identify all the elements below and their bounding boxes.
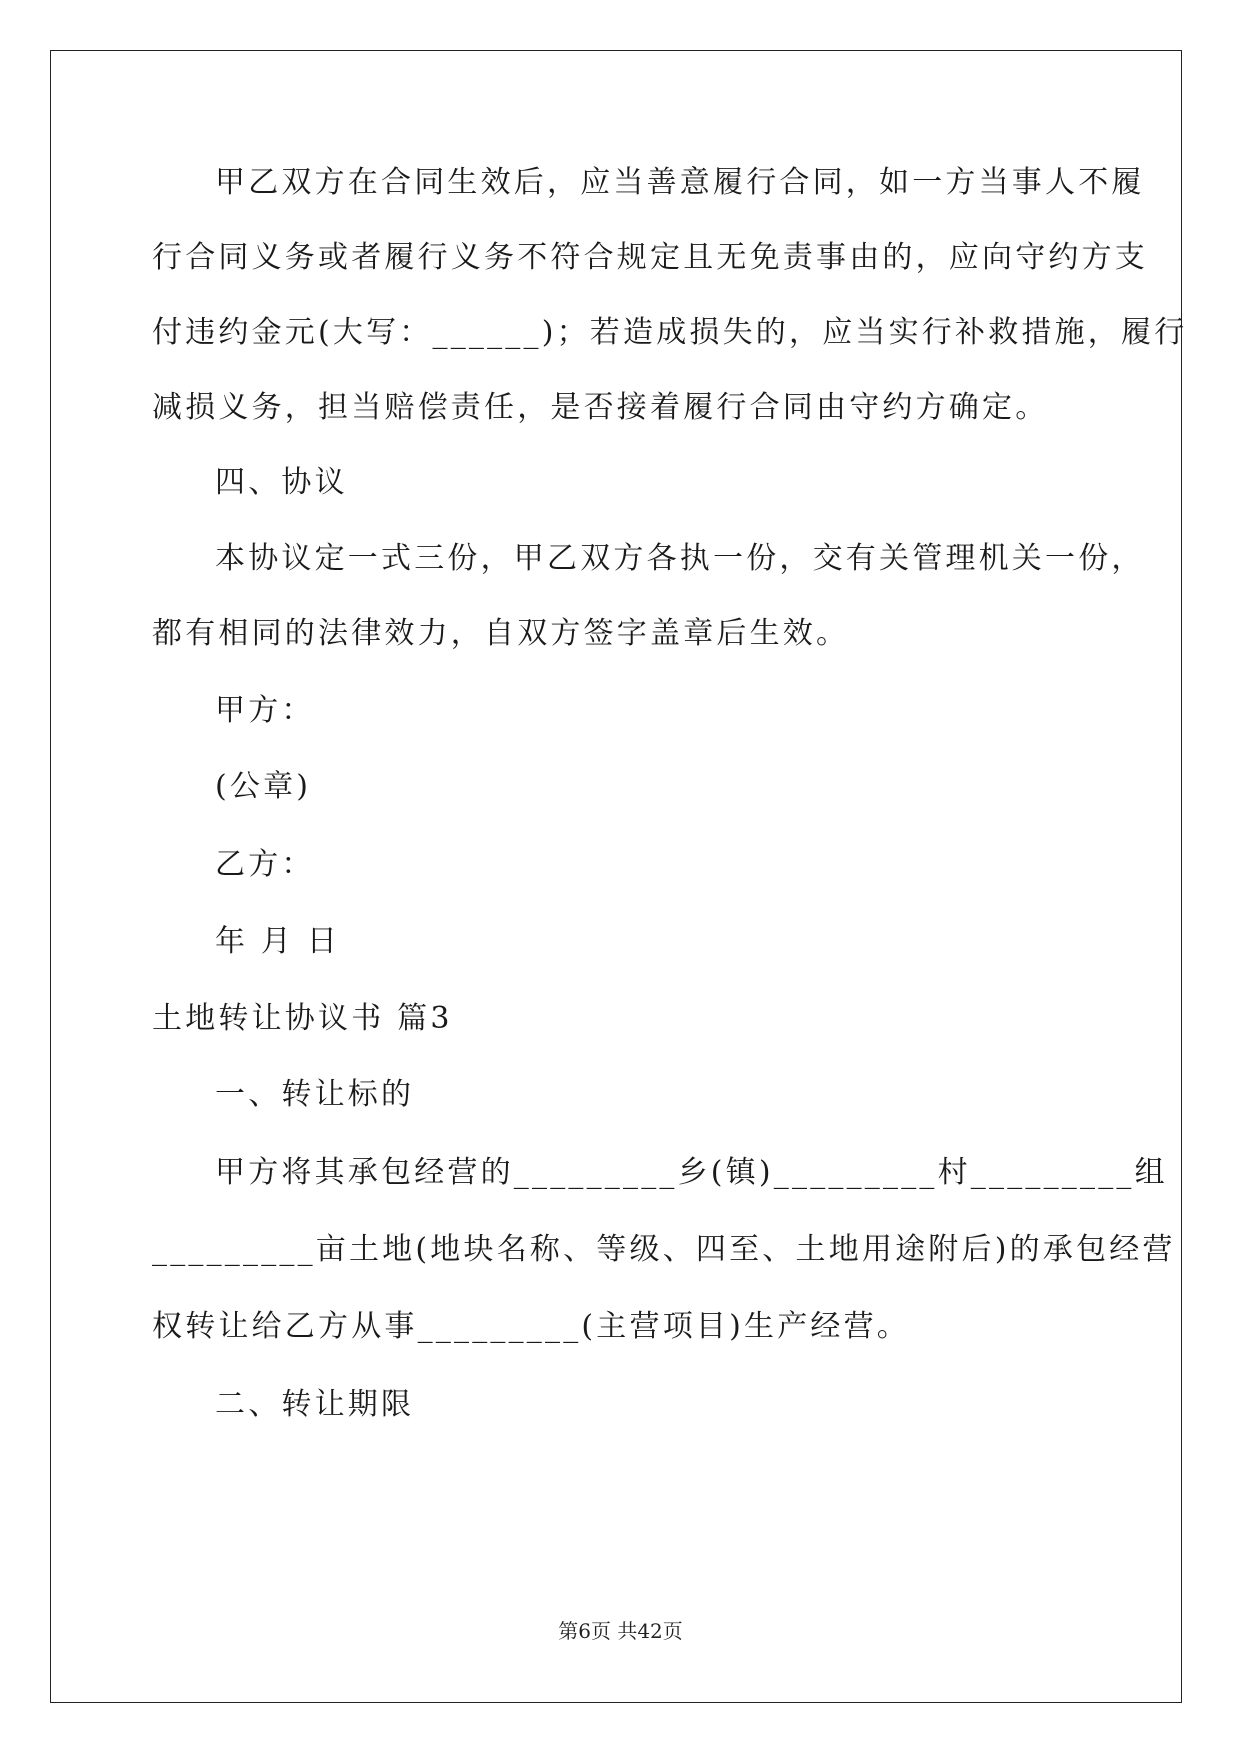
seal-label: (公章) bbox=[215, 769, 312, 804]
party-b-label: 乙方： bbox=[215, 847, 315, 882]
section-heading: 一、转让标的 bbox=[215, 1077, 415, 1112]
section-title: 土地转让协议书 篇3 bbox=[152, 1001, 453, 1036]
paragraph-line: 甲乙双方在合同生效后，应当善意履行合同，如一方当事人不履 bbox=[215, 165, 1145, 200]
paragraph-line: 权转让给乙方从事_________(主营项目)生产经营。 bbox=[152, 1309, 911, 1344]
paragraph-line: 减损义务，担当赔偿责任，是否接着履行合同由守约方确定。 bbox=[152, 390, 1049, 425]
paragraph-line: 付违约金元(大写：______)；若造成损失的，应当实行补救措施，履行 bbox=[152, 315, 1188, 350]
party-a-label: 甲方： bbox=[215, 693, 315, 728]
paragraph-line: _________亩土地(地块名称、等级、四至、土地用途附后)的承包经营 bbox=[152, 1232, 1176, 1267]
paragraph-line: 本协议定一式三份，甲乙双方各执一份，交有关管理机关一份， bbox=[215, 541, 1145, 576]
page-footer: 第6页 共42页 bbox=[558, 1619, 683, 1643]
paragraph-line: 甲方将其承包经营的_________乡(镇)_________村_________组 bbox=[215, 1155, 1168, 1190]
date-label: 年 月 日 bbox=[215, 924, 341, 959]
section-heading: 四、协议 bbox=[215, 465, 348, 500]
paragraph-line: 行合同义务或者履行义务不符合规定且无免责事由的，应向守约方支 bbox=[152, 240, 1148, 275]
section-heading: 二、转让期限 bbox=[215, 1387, 415, 1422]
paragraph-line: 都有相同的法律效力，自双方签字盖章后生效。 bbox=[152, 616, 850, 651]
